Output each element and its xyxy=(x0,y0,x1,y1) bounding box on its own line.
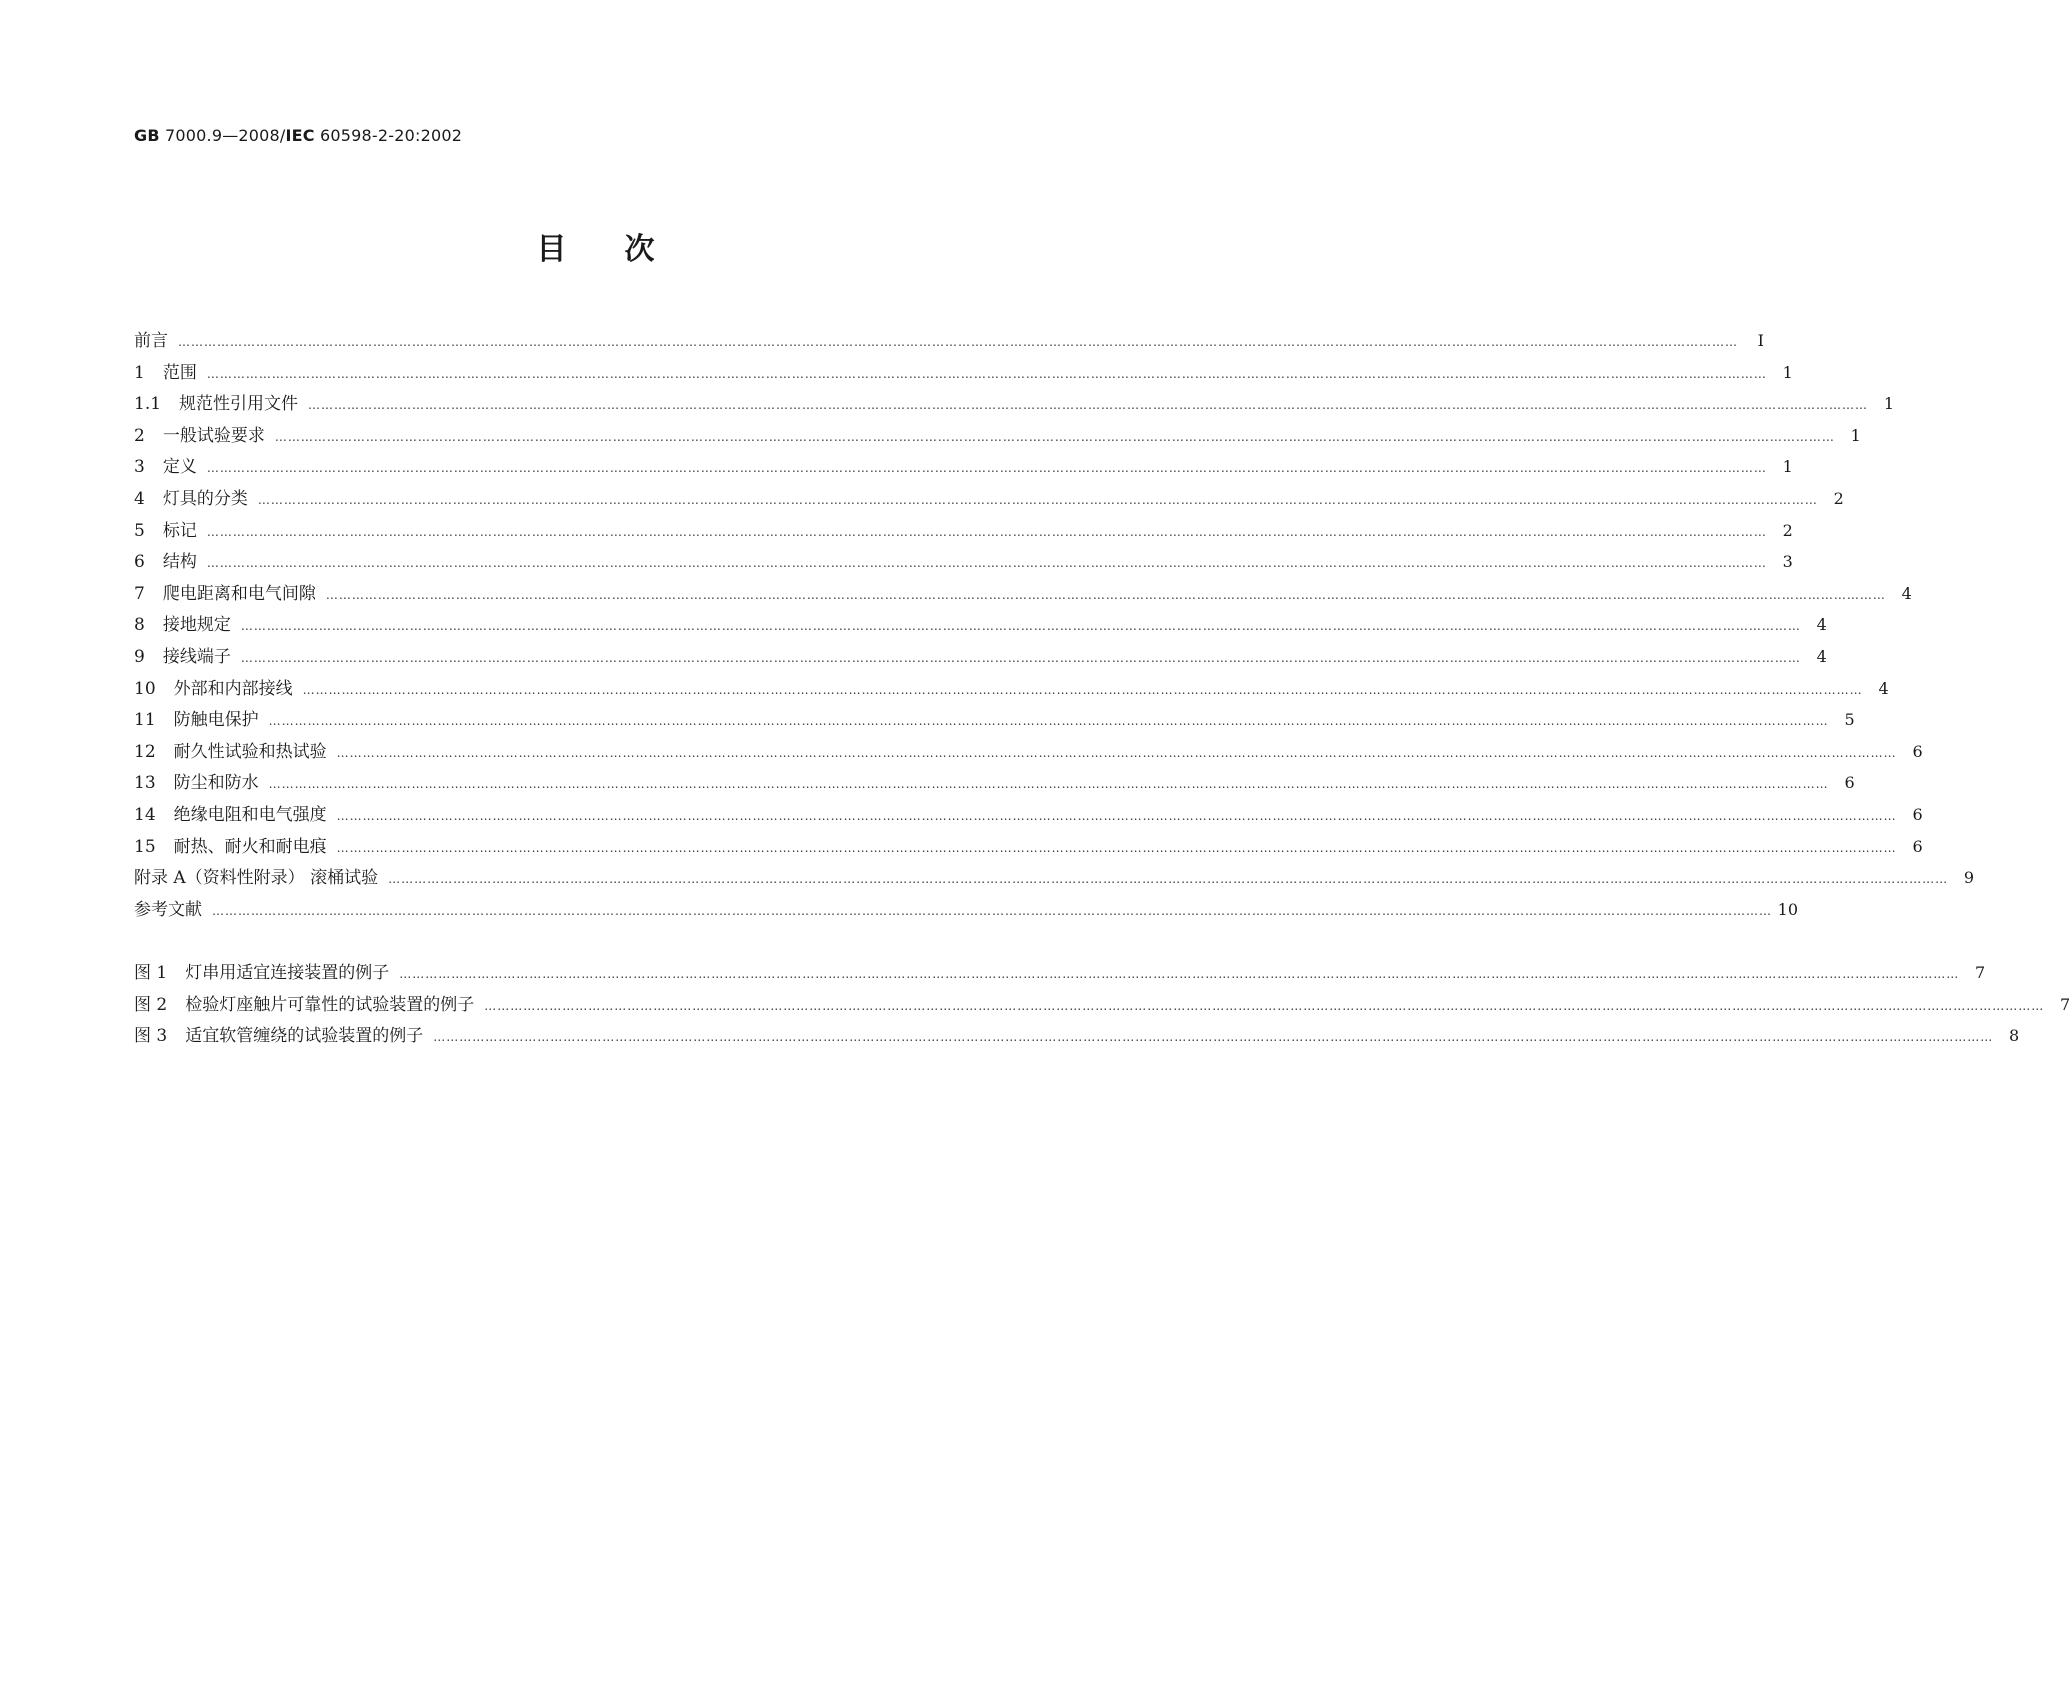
toc-entry-label xyxy=(134,484,258,509)
toc-entry-number: 12 xyxy=(134,741,156,762)
figure-entry-label xyxy=(134,990,484,1015)
dot-leader: ……………………………………………………………………………………………………………………………………………………………………………………………………………………………………………………………………………………………………………………………… xyxy=(308,398,1869,413)
toc-entry-title: 前言 xyxy=(134,331,168,351)
standard-number-header xyxy=(134,126,462,145)
toc-entry-page-number: 5 xyxy=(1844,710,1855,730)
dot-leader: ……………………………………………………………………………………………………………………………………………………………………………………………………………………………………………………………………………………………………………………………… xyxy=(268,777,1829,792)
toc-entry[interactable] xyxy=(134,705,1855,737)
gb-number: 7000.9—2008/ xyxy=(159,126,286,145)
figure-entry-title: 适宜软管缠绕的试验装置的例子 xyxy=(185,1026,424,1047)
toc-entry-number: 14 xyxy=(134,804,156,825)
toc-entry-number: 10 xyxy=(134,678,156,699)
dot-leader: ……………………………………………………………………………………………………………………………………………………………………………………………………………………………………………………………………………………………………………………………… xyxy=(399,967,1960,981)
toc-entry-label xyxy=(134,389,308,414)
figure-list xyxy=(134,958,2070,1053)
toc-entry-title: 耐久性试验和热试验 xyxy=(173,741,327,762)
toc-entry[interactable] xyxy=(134,895,1798,927)
toc-entry-page-number: 2 xyxy=(1782,520,1793,540)
toc-entry-label xyxy=(134,421,275,446)
toc-entry[interactable] xyxy=(134,358,1793,390)
dot-leader: ……………………………………………………………………………………………………………………………………………………………………………………………………………………………………………………………………………………………………………………………… xyxy=(206,524,1767,539)
iec-prefix: IEC xyxy=(285,126,315,145)
toc-entry[interactable] xyxy=(134,768,1855,800)
toc-entry-title: 爬电距离和电气间隙 xyxy=(162,583,316,604)
toc-entry-page-number: 9 xyxy=(1963,868,1975,888)
figure-entry-number: 图 1 xyxy=(134,963,168,983)
figure-entry-label xyxy=(134,958,399,983)
figure-entry-title: 检验灯座触片可靠性的试验装置的例子 xyxy=(185,994,475,1015)
toc-entry-page-number: 10 xyxy=(1777,899,1798,919)
toc-entry[interactable] xyxy=(134,832,1923,864)
toc-entry[interactable] xyxy=(134,389,1895,421)
toc-entry-page-number: 1 xyxy=(1782,457,1793,477)
dot-leader: ……………………………………………………………………………………………………………………………………………………………………………………………………………………………………………………………………………………………………………………………… xyxy=(206,461,1767,476)
toc-entry-page-number: 4 xyxy=(1816,615,1827,635)
toc-entry-number: 13 xyxy=(134,773,156,794)
toc-entry-label xyxy=(134,326,178,351)
dot-leader: ……………………………………………………………………………………………………………………………………………………………………………………………………………………………………………………………………………………………………………………………… xyxy=(336,808,1897,823)
toc-entry-page-number: 1 xyxy=(1782,362,1793,382)
toc-entry-page-number: 4 xyxy=(1878,678,1889,698)
toc-entry-label xyxy=(134,705,269,730)
toc-entry[interactable] xyxy=(134,737,1923,769)
toc-entry[interactable] xyxy=(134,579,1912,611)
dot-leader: ……………………………………………………………………………………………………………………………………………………………………………………………………………………………………………………………………………………………………………………………… xyxy=(336,840,1897,855)
toc-entry-number: 3 xyxy=(134,457,145,478)
toc-entry-title: 耐热、耐火和耐电痕 xyxy=(173,836,327,857)
toc-entry[interactable] xyxy=(134,642,1827,674)
figure-entry-page-number: 7 xyxy=(1975,963,1986,982)
dot-leader: ……………………………………………………………………………………………………………………………………………………………………………………………………………………………………………………………………………………………………………………………… xyxy=(336,745,1897,760)
toc-entry[interactable] xyxy=(134,421,1861,453)
toc-entry-label xyxy=(134,737,337,762)
toc-entry[interactable] xyxy=(134,452,1793,484)
toc-entry-title: 结构 xyxy=(162,552,197,573)
toc-entry-page-number: 6 xyxy=(1912,804,1923,824)
toc-entry[interactable] xyxy=(134,326,1764,358)
toc-entry-number: 7 xyxy=(134,583,145,604)
toc-entry-label xyxy=(134,832,337,857)
dot-leader: ……………………………………………………………………………………………………………………………………………………………………………………………………………………………………………………………………………………………………………………………… xyxy=(484,998,2045,1013)
toc-entry-title: 规范性引用文件 xyxy=(179,394,299,415)
toc-entry-number: 2 xyxy=(134,425,145,446)
toc-entry-label xyxy=(134,674,303,699)
toc-entry-number: 15 xyxy=(134,836,156,857)
dot-leader: ……………………………………………………………………………………………………………………………………………………………………………………………………………………………………………………………………………………………………………………………… xyxy=(240,650,1801,665)
toc-entry-label xyxy=(134,800,337,825)
toc-entry-label xyxy=(134,579,326,604)
figure-entry[interactable] xyxy=(134,958,1986,990)
gb-prefix: GB xyxy=(134,126,160,145)
dot-leader: ……………………………………………………………………………………………………………………………………………………………………………………………………………………………………………………………………………………………………………………………… xyxy=(325,587,1886,602)
dot-leader: ……………………………………………………………………………………………………………………………………………………………………………………………………………………………………………………………………………………………………………………………… xyxy=(268,714,1829,729)
figure-entry-label xyxy=(134,1021,433,1046)
toc-entry-title: 外部和内部接线 xyxy=(173,678,293,699)
toc-entry[interactable] xyxy=(134,547,1793,579)
toc-entry-label xyxy=(134,547,207,572)
toc-entry-label xyxy=(134,358,207,383)
toc-entry-title: 附录 A（资料性附录） 滚桶试验 xyxy=(134,868,379,889)
toc-entry-title: 绝缘电阻和电气强度 xyxy=(173,804,327,825)
figure-entry-page-number: 7 xyxy=(2060,994,2070,1014)
toc-entry-number: 1.1 xyxy=(134,394,162,415)
toc-entry-label xyxy=(134,768,269,793)
dot-leader: ……………………………………………………………………………………………………………………………………………………………………………………………………………………………………………………………………………………………………………………………… xyxy=(178,335,1738,349)
dot-leader: ……………………………………………………………………………………………………………………………………………………………………………………………………………………………………………………………………………………………………………………………… xyxy=(274,429,1835,444)
iec-number: 60598-2-20:2002 xyxy=(314,126,463,145)
dot-leader: ……………………………………………………………………………………………………………………………………………………………………………………………………………………………………………………………………………………………………………………………… xyxy=(206,366,1767,381)
toc-entry[interactable] xyxy=(134,516,1793,548)
toc-entry[interactable] xyxy=(134,610,1827,642)
toc-entry-label xyxy=(134,642,241,667)
toc-entry-page-number: 1 xyxy=(1850,425,1861,445)
dot-leader: ……………………………………………………………………………………………………………………………………………………………………………………………………………………………………………………………………………………………………………………………… xyxy=(212,903,1772,918)
toc-entry-number: 9 xyxy=(134,646,145,667)
dot-leader: ……………………………………………………………………………………………………………………………………………………………………………………………………………………………………………………………………………………………………………………………… xyxy=(302,682,1863,697)
toc-entry-title: 防尘和防水 xyxy=(173,773,259,794)
toc-entry-page-number: 6 xyxy=(1844,773,1855,793)
dot-leader: ……………………………………………………………………………………………………………………………………………………………………………………………………………………………………………………………………………………………………………………………… xyxy=(257,492,1818,507)
toc-entry-title: 接地规定 xyxy=(162,615,231,636)
figure-entry-number: 图 3 xyxy=(134,1026,168,1047)
toc-entry-page-number: 4 xyxy=(1816,646,1827,666)
toc-entry-number: 8 xyxy=(134,615,145,636)
toc-entry-label xyxy=(134,516,207,541)
dot-leader: ……………………………………………………………………………………………………………………………………………………………………………………………………………………………………………………………………………………………………………………………… xyxy=(240,619,1801,634)
toc-entry[interactable] xyxy=(134,674,1889,706)
toc-entry-page-number: 6 xyxy=(1912,836,1923,856)
toc-entry-number: 6 xyxy=(134,552,145,573)
toc-entry-page-number: 2 xyxy=(1833,488,1844,508)
dot-leader: ……………………………………………………………………………………………………………………………………………………………………………………………………………………………………………………………………………………………………………………………… xyxy=(206,556,1767,571)
toc-entry-page-number: 3 xyxy=(1782,552,1793,572)
toc-entry-title: 接线端子 xyxy=(162,646,231,667)
toc-entry[interactable] xyxy=(134,484,1844,516)
table-of-contents xyxy=(134,326,1975,926)
toc-entry-label xyxy=(134,610,241,635)
toc-entry-label xyxy=(134,895,212,920)
toc-entry-number: 11 xyxy=(134,710,156,731)
toc-entry-title: 范围 xyxy=(162,362,197,383)
toc-entry-title: 一般试验要求 xyxy=(162,425,265,446)
dot-leader: ……………………………………………………………………………………………………………………………………………………………………………………………………………………………………………………………………………………………………………………………… xyxy=(433,1030,1994,1045)
toc-entry-title: 参考文献 xyxy=(134,899,202,920)
figure-entry-title: 灯串用适宜连接装置的例子 xyxy=(185,963,390,983)
toc-entry-title: 防触电保护 xyxy=(173,710,259,731)
toc-entry[interactable] xyxy=(134,863,1975,895)
toc-entry-title: 灯具的分类 xyxy=(162,488,248,509)
toc-entry-number: 5 xyxy=(134,520,145,541)
toc-entry[interactable] xyxy=(134,800,1923,832)
toc-entry-page-number: 6 xyxy=(1912,741,1923,761)
toc-entry-number: 1 xyxy=(134,362,145,383)
toc-entry-number: 4 xyxy=(134,488,145,509)
figure-entry[interactable] xyxy=(134,990,2070,1022)
figure-entry[interactable] xyxy=(134,1021,2020,1053)
toc-entry-page-number: 1 xyxy=(1883,394,1895,414)
toc-entry-page-number: 4 xyxy=(1901,583,1912,603)
toc-entry-label xyxy=(134,863,388,888)
toc-entry-title: 定义 xyxy=(162,457,197,478)
dot-leader: ……………………………………………………………………………………………………………………………………………………………………………………………………………………………………………………………………………………………………………………………… xyxy=(388,872,1949,887)
figure-entry-number: 图 2 xyxy=(134,994,168,1015)
toc-entry-label xyxy=(134,452,207,477)
page-title: 目次 xyxy=(536,232,713,267)
toc-entry-page-number: I xyxy=(1757,331,1764,350)
toc-entry-title: 标记 xyxy=(162,520,197,541)
figure-entry-page-number: 8 xyxy=(2009,1026,2020,1046)
